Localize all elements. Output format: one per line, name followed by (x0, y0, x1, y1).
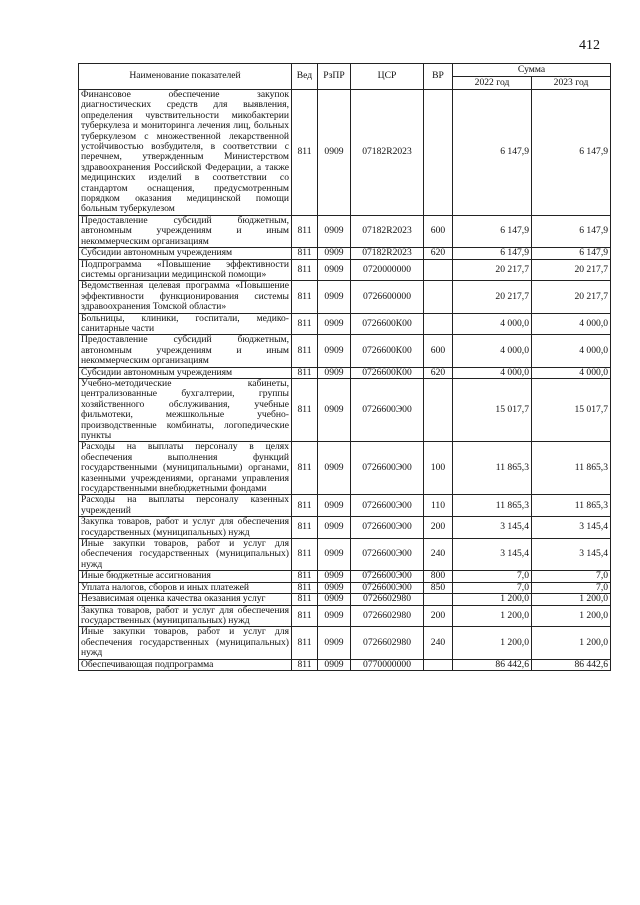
row-rzpr: 0909 (318, 335, 351, 367)
row-ved: 811 (292, 495, 318, 517)
row-csr: 0726602980 (351, 594, 424, 605)
row-rzpr: 0909 (318, 539, 351, 571)
row-csr: 0726600К00 (351, 335, 424, 367)
table-row (79, 313, 611, 335)
row-csr: 0726600Э00 (351, 378, 424, 441)
row-name: Учебно-методические кабинеты, централизованные бухгалтерии, группы хозяйственного обслуживания, учебные фильмотеки, межшкольные учебно-производственные комбинаты, логопедические пункты (79, 378, 292, 441)
row-ved: 811 (292, 378, 318, 441)
row-ved: 811 (292, 90, 318, 216)
row-ved: 811 (292, 281, 318, 313)
row-vr: 850 (424, 582, 453, 593)
row-sum-2023: 1 200,0 (532, 594, 611, 605)
row-rzpr: 0909 (318, 259, 351, 281)
row-vr: 200 (424, 517, 453, 539)
row-vr (424, 259, 453, 281)
table-row (79, 378, 611, 441)
row-csr: 0770000000 (351, 659, 424, 670)
row-sum-2022: 4 000,0 (453, 313, 532, 335)
row-sum-2023: 3 145,4 (532, 517, 611, 539)
row-vr: 800 (424, 571, 453, 582)
row-ved: 811 (292, 215, 318, 247)
row-csr: 0726600Э00 (351, 571, 424, 582)
budget-table (78, 63, 611, 671)
row-sum-2022: 6 147,9 (453, 90, 532, 216)
row-sum-2023: 6 147,9 (532, 90, 611, 216)
row-csr: 07182R2023 (351, 248, 424, 259)
row-csr: 0726600Э00 (351, 582, 424, 593)
header-rzpr: РзПР (318, 64, 351, 90)
row-ved: 811 (292, 539, 318, 571)
row-ved: 811 (292, 627, 318, 659)
row-sum-2022: 4 000,0 (453, 335, 532, 367)
row-vr (424, 378, 453, 441)
row-sum-2022: 20 217,7 (453, 281, 532, 313)
row-csr: 0726602980 (351, 605, 424, 627)
row-sum-2022: 6 147,9 (453, 215, 532, 247)
row-csr: 0720000000 (351, 259, 424, 281)
row-csr: 07182R2023 (351, 215, 424, 247)
row-rzpr: 0909 (318, 627, 351, 659)
row-name: Закупка товаров, работ и услуг для обеспечения государственных (муниципальных) нужд (79, 517, 292, 539)
row-ved: 811 (292, 335, 318, 367)
row-vr (424, 659, 453, 670)
page-number: 412 (579, 38, 600, 53)
row-csr: 0726602980 (351, 627, 424, 659)
row-sum-2023: 4 000,0 (532, 367, 611, 378)
table-row (79, 248, 611, 259)
row-sum-2022: 1 200,0 (453, 605, 532, 627)
row-sum-2023: 6 147,9 (532, 215, 611, 247)
row-sum-2023: 7,0 (532, 571, 611, 582)
row-sum-2022: 15 017,7 (453, 378, 532, 441)
header-sum: Сумма (453, 64, 611, 77)
row-sum-2023: 1 200,0 (532, 605, 611, 627)
row-sum-2023: 4 000,0 (532, 313, 611, 335)
row-ved: 811 (292, 659, 318, 670)
row-vr: 600 (424, 335, 453, 367)
header-vr: ВР (424, 64, 453, 90)
row-sum-2022: 20 217,7 (453, 259, 532, 281)
header-year-2023: 2023 год (532, 77, 611, 90)
row-vr (424, 90, 453, 216)
row-name: Предоставление субсидий бюджетным, автономным учреждениям и иным некоммерческим организациям (79, 335, 292, 367)
table-row (79, 281, 611, 313)
row-ved: 811 (292, 517, 318, 539)
row-vr: 620 (424, 367, 453, 378)
row-rzpr: 0909 (318, 367, 351, 378)
table-row (79, 442, 611, 495)
row-csr: 0726600К00 (351, 313, 424, 335)
row-vr (424, 281, 453, 313)
row-csr: 07182R2023 (351, 90, 424, 216)
row-sum-2023: 20 217,7 (532, 259, 611, 281)
row-csr: 0726600Э00 (351, 495, 424, 517)
row-sum-2023: 7,0 (532, 582, 611, 593)
row-sum-2022: 4 000,0 (453, 367, 532, 378)
row-sum-2023: 86 442,6 (532, 659, 611, 670)
row-csr: 0726600Э00 (351, 442, 424, 495)
row-rzpr: 0909 (318, 378, 351, 441)
row-sum-2022: 7,0 (453, 571, 532, 582)
row-csr: 0726600Э00 (351, 517, 424, 539)
row-rzpr: 0909 (318, 313, 351, 335)
table-row (79, 659, 611, 670)
row-sum-2023: 15 017,7 (532, 378, 611, 441)
row-vr (424, 313, 453, 335)
row-ved: 811 (292, 571, 318, 582)
row-sum-2022: 1 200,0 (453, 594, 532, 605)
row-sum-2023: 3 145,4 (532, 539, 611, 571)
row-rzpr: 0909 (318, 90, 351, 216)
row-rzpr: 0909 (318, 495, 351, 517)
row-sum-2022: 1 200,0 (453, 627, 532, 659)
row-sum-2022: 7,0 (453, 582, 532, 593)
row-sum-2022: 6 147,9 (453, 248, 532, 259)
header-year-2022: 2022 год (453, 77, 532, 90)
table-row (79, 582, 611, 593)
header-ved: Вед (292, 64, 318, 90)
row-sum-2022: 3 145,4 (453, 539, 532, 571)
row-name: Независимая оценка качества оказания услуг (79, 594, 292, 605)
row-rzpr: 0909 (318, 582, 351, 593)
row-name: Обеспечивающая подпрограмма (79, 659, 292, 670)
row-ved: 811 (292, 248, 318, 259)
row-rzpr: 0909 (318, 594, 351, 605)
row-sum-2023: 1 200,0 (532, 627, 611, 659)
row-name: Расходы на выплаты персоналу казенных учреждений (79, 495, 292, 517)
row-ved: 811 (292, 605, 318, 627)
row-sum-2022: 3 145,4 (453, 517, 532, 539)
row-name: Иные закупки товаров, работ и услуг для обеспечения государственных (муниципальных) нужд (79, 627, 292, 659)
row-ved: 811 (292, 594, 318, 605)
row-sum-2022: 11 865,3 (453, 442, 532, 495)
row-ved: 811 (292, 367, 318, 378)
table-row (79, 627, 611, 659)
row-rzpr: 0909 (318, 248, 351, 259)
row-rzpr: 0909 (318, 605, 351, 627)
row-ved: 811 (292, 259, 318, 281)
row-vr: 110 (424, 495, 453, 517)
row-sum-2022: 86 442,6 (453, 659, 532, 670)
row-name: Подпрограмма «Повышение эффективности системы организации медицинской помощи» (79, 259, 292, 281)
table-row (79, 259, 611, 281)
table-row (79, 367, 611, 378)
row-rzpr: 0909 (318, 659, 351, 670)
row-name: Уплата налогов, сборов и иных платежей (79, 582, 292, 593)
row-vr: 240 (424, 627, 453, 659)
row-name: Субсидии автономным учреждениям (79, 248, 292, 259)
row-sum-2023: 11 865,3 (532, 442, 611, 495)
table-row (79, 517, 611, 539)
row-name: Расходы на выплаты персоналу в целях обеспечения выполнения функций государственными (муниципальными) органами, казенными учреждениями, органами управления государственными внебюджетными фондами (79, 442, 292, 495)
row-sum-2022: 11 865,3 (453, 495, 532, 517)
row-name: Больницы, клиники, госпитали, медико-санитарные части (79, 313, 292, 335)
table-row (79, 605, 611, 627)
row-vr (424, 594, 453, 605)
row-csr: 0726600Э00 (351, 539, 424, 571)
row-ved: 811 (292, 442, 318, 495)
table-row (79, 335, 611, 367)
header-csr: ЦСР (351, 64, 424, 90)
row-rzpr: 0909 (318, 215, 351, 247)
row-name: Иные закупки товаров, работ и услуг для обеспечения государственных (муниципальных) нужд (79, 539, 292, 571)
row-name: Финансовое обеспечение закупок диагностических средств для выявления, определения чувствительности микобактерии туберкулеза и мониторинга лечения лиц, больных туберкулезом с множественной лекарственной устойчивостью возбудителя, в соответствии с перечнем, утвержденным Министерством здравоохранения Российской Федерации, а также медицинских изделий в соответствии со стандартом оснащения, предусмотренным порядком оказания медицинской помощи больным туберкулезом (79, 90, 292, 216)
row-sum-2023: 20 217,7 (532, 281, 611, 313)
row-vr: 620 (424, 248, 453, 259)
row-sum-2023: 6 147,9 (532, 248, 611, 259)
row-rzpr: 0909 (318, 517, 351, 539)
header-name: Наименование показателей (79, 64, 292, 90)
row-name: Ведомственная целевая программа «Повышение эффективности функционирования системы здравоохранения Томской области» (79, 281, 292, 313)
table-row (79, 594, 611, 605)
row-vr: 200 (424, 605, 453, 627)
table-row (79, 539, 611, 571)
row-name: Субсидии автономным учреждениям (79, 367, 292, 378)
table-row (79, 495, 611, 517)
row-vr: 100 (424, 442, 453, 495)
row-ved: 811 (292, 582, 318, 593)
row-vr: 600 (424, 215, 453, 247)
row-vr: 240 (424, 539, 453, 571)
table-row (79, 90, 611, 216)
row-csr: 0726600000 (351, 281, 424, 313)
row-csr: 0726600К00 (351, 367, 424, 378)
row-name: Предоставление субсидий бюджетным, автономным учреждениям и иным некоммерческим организациям (79, 215, 292, 247)
row-name: Закупка товаров, работ и услуг для обеспечения государственных (муниципальных) нужд (79, 605, 292, 627)
table-body (79, 90, 611, 671)
row-rzpr: 0909 (318, 571, 351, 582)
table-row (79, 571, 611, 582)
row-sum-2023: 4 000,0 (532, 335, 611, 367)
row-sum-2023: 11 865,3 (532, 495, 611, 517)
row-ved: 811 (292, 313, 318, 335)
row-rzpr: 0909 (318, 442, 351, 495)
row-rzpr: 0909 (318, 281, 351, 313)
table-row (79, 215, 611, 247)
row-name: Иные бюджетные ассигнования (79, 571, 292, 582)
